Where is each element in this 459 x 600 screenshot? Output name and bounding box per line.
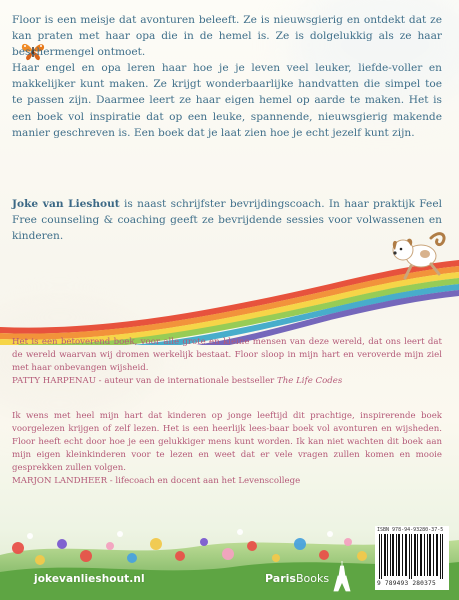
author-bio-text: is naast schrijfster bevrijdingscoach. In haar praktijk Feel Free counseling & coaching geeft ze bevrijdende sessies voor volwassenen en kinderen. <box>12 198 442 243</box>
website-link[interactable]: jokevanlieshout.nl <box>34 573 145 585</box>
quote-1-book-title: The Life Codes <box>277 376 343 386</box>
eiffel-tower-icon <box>332 560 352 592</box>
quote-1-attribution <box>12 375 442 388</box>
isbn-barcode <box>375 526 449 590</box>
quote-1-attribution-prefix: PATTY HARPENAU - auteur van de internationale bestseller <box>12 376 278 386</box>
review-quote-2 <box>12 410 442 488</box>
publisher-logo <box>265 572 329 585</box>
dog-illustration <box>385 228 451 290</box>
publisher-name-rest: Books <box>295 572 330 585</box>
quote-2-attribution-prefix: MARJON LANDHEER - lifecoach en docent aan het Levenscollege <box>12 476 301 486</box>
publisher-name-bold: Paris <box>265 572 296 585</box>
review-quote-1 <box>12 336 442 388</box>
isbn-number: 9 789493 280375 <box>377 580 436 587</box>
quote-1-text: Het is een betoverend boek, voor alle grote en kleine mensen van deze wereld, dat ons leert dat de wereld waarvan wij dromen werkelijk bestaat. Floor sloop in mijn hart en veroverde mijn ziel met haar onbevangen wijsheid. <box>12 337 442 373</box>
author-name: Joke van Lieshout <box>12 198 120 210</box>
isbn-label: ISBN 978-94-93280-37-5 <box>377 527 444 533</box>
quote-2-attribution <box>12 475 442 488</box>
quote-2-text: Ik wens met heel mijn hart dat kinderen op jonge leeftijd dit prachtige, inspirerende boek voorgelezen krijgen of zelf lezen. Het is een heerlijk lees-baar boek vol avonturen en wijsheden. Floor heeft echt door hoe je een gelukkiger mens kunt worden. Ik kan niet wachten dit boek aan mijn eigen kleinkinderen voor te lezen en weet dat er vele vragen zullen komen en mooie gesprekken zullen volgen. <box>12 411 442 473</box>
barcode-bars <box>379 534 445 579</box>
synopsis-text: Floor is een meisje dat avonturen beleeft. Ze is nieuwsgierig en ontdekt dat ze kan praten met haar opa die in de hemel is. Ze is dolgelukkig als ze haar beschermengel ontmoet. Haar engel en opa leren haar hoe je je leven veel leuker, liefde-voller en makkelijker kunt maken. Ze krijgt wonderbaarlijke handvatten die simpel toe te passen zijn. Daarmee leert ze haar eigen hemel op aarde te maken. Het is een boek vol inspiratie dat op een leuke, spannende, nieuwsgierig makende manier geschreven is. Een boek dat je laat zien hoe je echt jezelf kunt zijn. <box>12 14 442 139</box>
